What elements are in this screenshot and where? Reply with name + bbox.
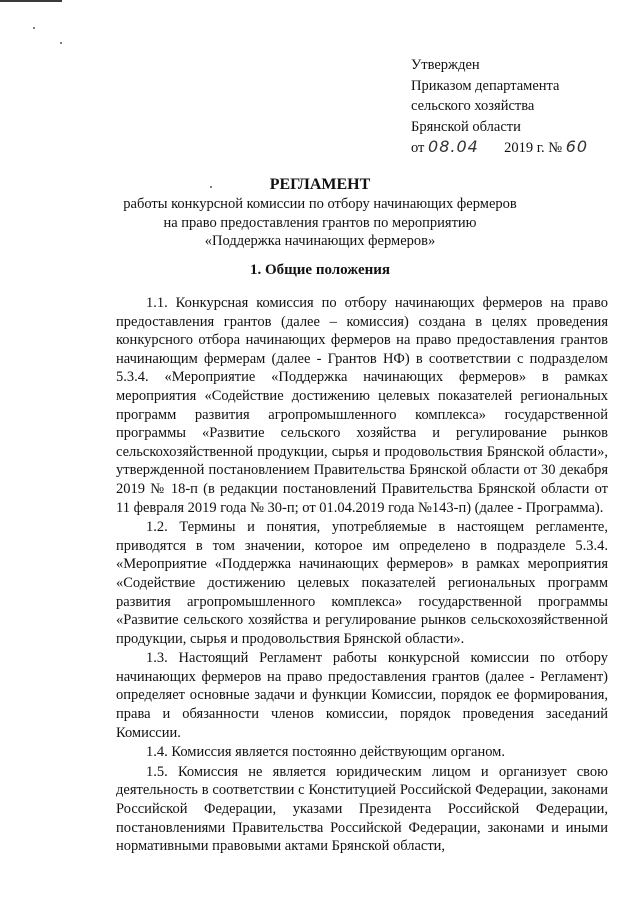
paragraph-1-4: 1.4. Комиссия является постоянно действующим органом. [146, 744, 505, 761]
document-subtitle [80, 195, 560, 251]
approval-line: Брянской области [411, 118, 521, 135]
year-number-label: 2019 г. № [504, 140, 563, 156]
approval-date-line [411, 137, 626, 159]
date-prefix: от [411, 140, 425, 156]
paragraph-1-5: 1.5. Комиссия не является юридическим лицом и организует свою деятельность в соответствии с Конституцией Российской Федерации, законами Российской Федерации, указами Президента Российской Федерации, постановлениями Правительства Российской Федерации, законами и иными нормативными правовыми актами Брянской области, [116, 763, 608, 855]
document-title: РЕГЛАМЕНТ [269, 176, 371, 193]
paragraph-1-3: 1.3. Настоящий Регламент работы конкурсной комиссии по отбору начинающих фермеров на право предоставления грантов (далее - Регламент) определяет основные задачи и функции Комиссии, порядок ее формирования, права и обязанности членов комиссии, порядок проведения заседаний Комиссии. [116, 650, 608, 741]
paragraph-1-2: 1.2. Термины и понятия, употребляемые в настоящем регламенте, приводятся в том значении, которое им определено в подразделе 5.3.4. «Мероприятие «Поддержка начинающих фермеров» в рамках мероприятия «Содействие достижению целевых показателей региональных программ развития агропромышленного комплекса» государственной программы «Развитие сельского хозяйства и регулирование рынков сельскохозяйственной продукции, сырья и продовольствия Брянской области». [116, 519, 608, 647]
handwritten-date: 08.04 [428, 137, 479, 156]
subtitle-line: на право предоставления грантов по мероприятию [163, 214, 477, 231]
document-body [116, 294, 608, 857]
top-edge-line [0, 0, 62, 2]
approval-line: сельского хозяйства [411, 98, 535, 114]
approval-line: Приказом департамента [411, 77, 560, 94]
scan-speck [33, 27, 35, 29]
approval-line: Утвержден [411, 57, 480, 73]
scan-speck [60, 42, 62, 44]
subtitle-line: «Поддержка начинающих фермеров» [204, 233, 436, 249]
section-heading: 1. Общие положения [249, 262, 391, 278]
subtitle-line: работы конкурсной комиссии по отбору начинающих фермеров [123, 196, 517, 212]
handwritten-number: 60 [565, 137, 589, 156]
paragraph-1-1: 1.1. Конкурсная комиссия по отбору начинающих фермеров на право предоставления грантов (далее – комиссия) создана в целях проведения конкурсного отбора начинающих фермеров на право предоставления грантов начинающим фермерам (далее - Грантов НФ) в соответствии с подразделом 5.3.4. «Мероприятие «Поддержка начинающих фермеров» в рамках мероприятия «Содействие достижению целевых показателей региональных программ развития агропромышленного комплекса» государственной программы «Развитие сельского хозяйства и регулирование рынков сельскохозяйственной продукции, сырья и продовольствия Брянской области», утвержденной постановлением Правительства Брянской области от 30 декабря 2019 № 18-п (в редакции постановлений Правительства Брянской области от 11 февраля 2019 года № 30-п; от 01.04.2019 года №143-п) (далее - Программа). [116, 295, 608, 516]
approval-stamp-block [411, 55, 626, 159]
